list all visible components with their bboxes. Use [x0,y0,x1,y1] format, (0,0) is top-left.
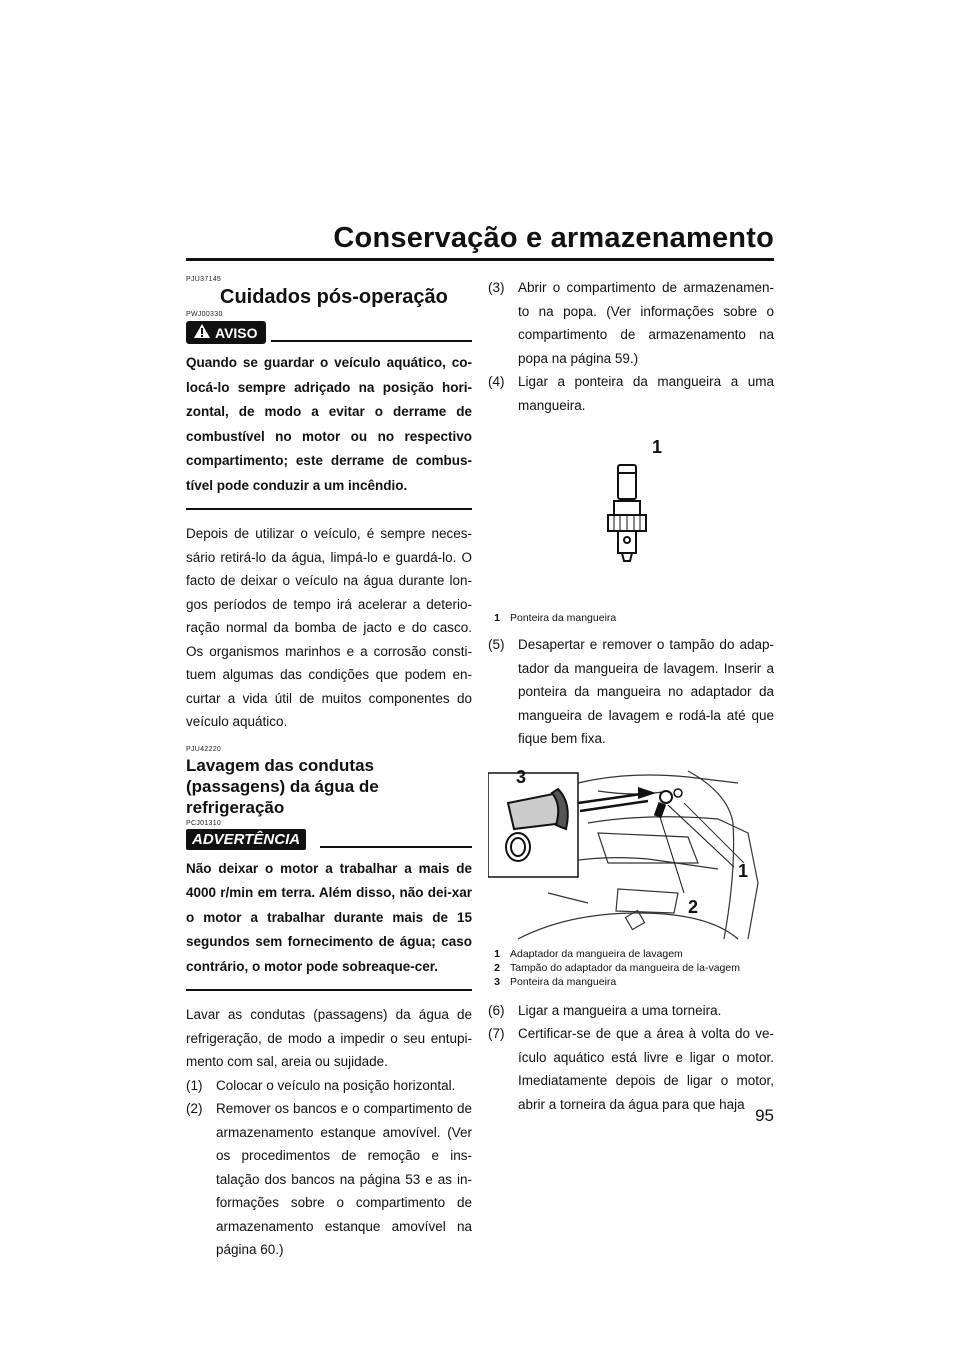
advertencia-badge: ADVERTÊNCIA [186,829,306,850]
caption-item: 3 Ponteira da mangueira [494,975,617,988]
aviso-text: Quando se guardar o veículo aquático, co-locá-lo sempre adriçado na posição hori-zontal, de modo a evitar o derrame de combustível no motor ou no respectivo compartimento; este derrame de combus-tível pode conduzir a um incêndio. [186,355,472,493]
hose-nozzle-illustration [488,429,774,609]
left-column [186,276,472,1262]
advertencia-header [186,829,472,850]
section-title: Cuidados pós-operação [220,286,448,308]
figure-captions [488,947,774,989]
figure-callout: 1 [738,860,749,881]
flush-adapter-figure [488,763,774,945]
caption-item: 2 Tampão do adaptador da mangueira de la-vagem [494,961,740,974]
hose-nozzle-figure [488,429,774,609]
advertencia-text: Não deixar o motor a trabalhar a mais de 4000 r/min em terra. Além disso, não dei-xar o motor a trabalhar durante mais de 15 segundos sem fornecimento de água; caso contrário, o motor pode sobreaque-cer. [186,860,472,974]
step-item: (6) Ligar a mangueira a uma torneira. [488,1002,722,1018]
aviso-badge [186,321,266,344]
figure-callout: 2 [688,896,699,917]
step-item: (1) Colocar o veículo na posição horizontal. [186,1077,456,1093]
caption-item: 1 Ponteira da mangueira [494,612,617,624]
ref-code: PWJ00330 [186,311,223,318]
warning-triangle-icon [194,324,210,341]
figure-captions [488,611,774,625]
ref-code: PCJ01310 [186,819,222,827]
figure-callout: 1 [652,437,663,457]
figure-callout: 3 [516,766,527,787]
ref-code: PJU42220 [186,745,222,753]
aviso-label: AVISO [215,324,258,341]
step-item: (5) Desapertar e remover o tampão do adap-tador da mangueira de lavagem. Inserir a ponteira da mangueira no adaptador da mangueira de lavagem e rodá-la até que fique bem fixa. [488,637,774,746]
ref-code: PJU37145 [186,276,222,283]
page-title: Conservação e armazenamento [333,222,774,254]
right-column [488,276,774,1116]
body-paragraph: Lavar as condutas (passagens) da água de refrigeração, de modo a impedir o seu entupi-mento com sal, areia ou sujidade. [186,1007,472,1069]
step-item: (2) Remover os bancos e o compartimento de armazenamento estanque amovível. (Ver os procedimentos de remoção e ins-talação dos bancos na página 53 e as in-formações sobre o compartimento de armazenamento estanque amovível na página 60.) [186,1101,472,1257]
caption-item: 1 Adaptador da mangueira de lavagem [494,947,683,960]
flush-adapter-illustration [488,763,774,945]
step-item: (3) Abrir o compartimento de armazenamen-to na popa. (Ver informações sobre o compartimento de armazenamento na popa na página 59.) [488,280,774,366]
advertencia-end-rule [186,989,472,991]
aviso-end-rule [186,508,472,510]
step-item: (7) Certificar-se de que a área à volta do ve-ículo aquático está livre e ligar o motor. Imediatamente depois de ligar o motor, abrir a torneira da água para que haja [488,1026,774,1112]
aviso-header [186,321,472,344]
body-paragraph: Depois de utilizar o veículo, é sempre neces-sário retirá-lo da água, limpá-lo e guardá-lo. O facto de deixar o veículo na água durante lon-gos períodos de tempo irá acelerar a deterio-ração normal da bomba de jacto e do casco. Os organismos marinhos e a corrosão consti-tuem algumas das condições que podem en-curtar a vida útil de muitos componentes do veículo aquático. [186,526,472,729]
step-item: (4) Ligar a ponteira da mangueira a uma mangueira. [488,374,774,413]
header-rule [186,258,774,261]
page-number: 95 [755,1106,774,1125]
subsection-title: Lavagem das condutas (passagens) da água de refrigeração [186,755,379,817]
